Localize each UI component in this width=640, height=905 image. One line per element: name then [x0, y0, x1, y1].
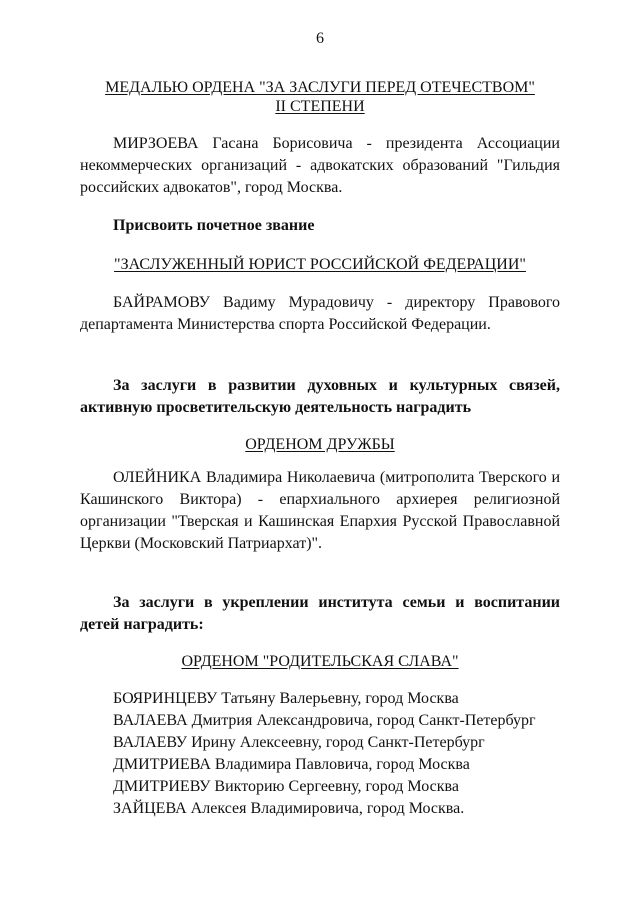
award-intro: За заслуги в развитии духовных и культурных связей, активную просветительскую деятельность наградить: [80, 377, 560, 416]
award-intro: За заслуги в укреплении института семьи и воспитании детей наградить:: [80, 594, 560, 633]
list-item: ДМИТРИЕВА Владимира Павловича, город Москва: [113, 756, 470, 773]
list-item: ЗАЙЦЕВА Алексея Владимировича, город Москва.: [113, 800, 465, 817]
title-intro: Присвоить почетное звание: [113, 217, 315, 234]
award-heading-parental-glory: ОРДЕНОМ "РОДИТЕЛЬСКАЯ СЛАВА": [181, 653, 459, 670]
award-heading-medal-degree: II СТЕПЕНИ: [275, 98, 365, 115]
list-item: ВАЛАЕВУ Ирину Алексеевну, город Санкт-Петербург: [113, 734, 485, 751]
recipient-list: [113, 688, 573, 820]
recipient-paragraph: МИРЗОЕВА Гасана Борисовича - президента Ассоциации некоммерческих организаций - адвокатских образований "Гильдия российских адвокатов", город Москва.: [80, 135, 560, 196]
award-heading-medal: МЕДАЛЬЮ ОРДЕНА "ЗА ЗАСЛУГИ ПЕРЕД ОТЕЧЕСТВОМ": [105, 79, 535, 96]
recipient-paragraph: ОЛЕЙНИКА Владимира Николаевича (митрополита Тверского и Кашинского Виктора) - епархиального архиерея религиозной организации "Тверская и Кашинская Епархия Русской Православной Церкви (Московский Патриархат)".: [80, 469, 560, 552]
award-heading-friendship: ОРДЕНОМ ДРУЖБЫ: [245, 436, 395, 453]
list-item: ДМИТРИЕВУ Викторию Сергеевну, город Москва: [113, 778, 459, 795]
honorary-title-heading: "ЗАСЛУЖЕННЫЙ ЮРИСТ РОССИЙСКОЙ ФЕДЕРАЦИИ": [114, 256, 526, 273]
list-item: ВАЛАЕВА Дмитрия Александровича, город Санкт-Петербург: [113, 712, 536, 729]
list-item: БОЯРИНЦЕВУ Татьяну Валерьевну, город Москва: [113, 690, 459, 707]
page-number: 6: [316, 30, 324, 47]
recipient-paragraph: БАЙРАМОВУ Вадиму Мурадовичу - директору Правового департамента Министерства спорта Российской Федерации.: [80, 294, 560, 333]
